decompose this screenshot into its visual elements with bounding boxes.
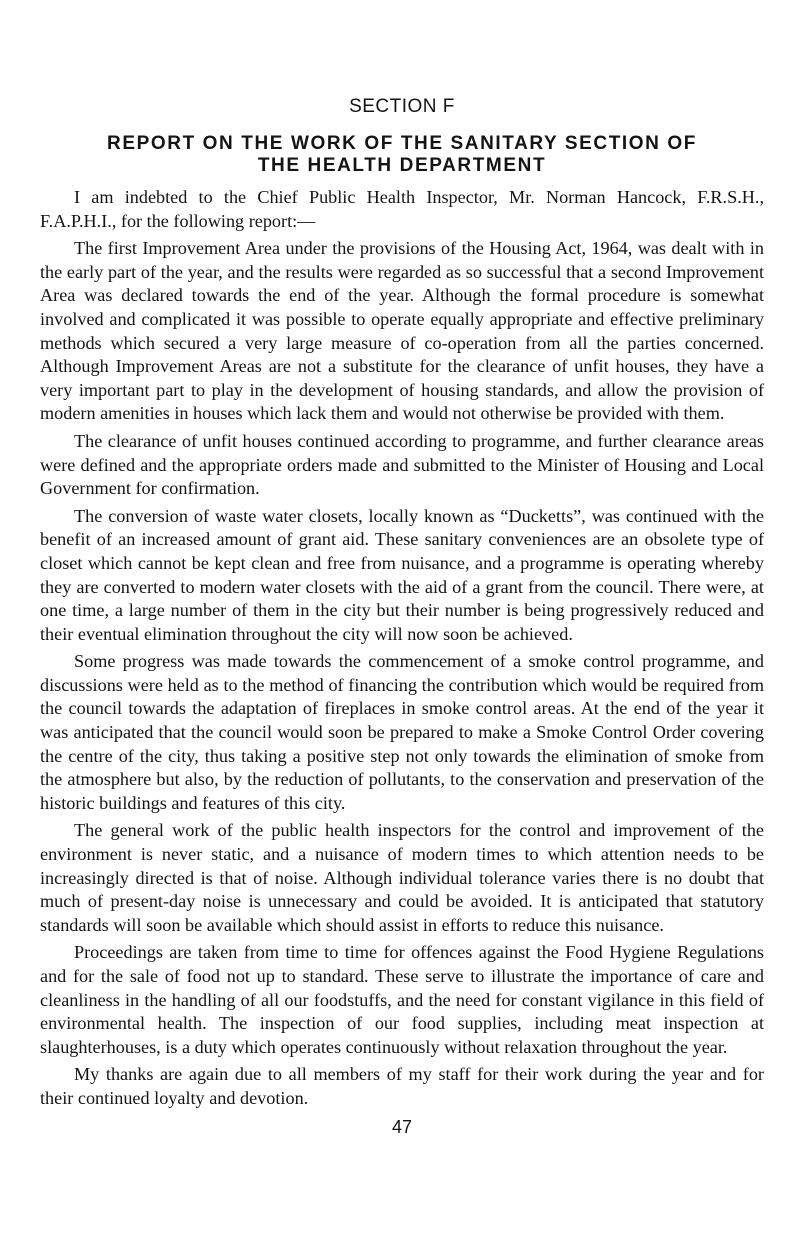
- section-label: SECTION F: [349, 96, 455, 117]
- paragraph-noise: The general work of the public health inspectors for the control and improvement of the environment is never static, and a nuisance of modern times to which attention needs to be increasingly directed is that of noise. Although individual tolerance varies there is no doubt that much of present-day noise is unnecessary and could be avoided. It is anticipated that statutory standards will soon be available which should assist in efforts to reduce this nuisance.: [40, 820, 764, 935]
- paragraph-intro: I am indebted to the Chief Public Health Inspector, Mr. Norman Hancock, F.R.S.H., F.A.P.H.I., for the following report:—: [40, 187, 764, 231]
- report-title-line-2: THE HEALTH DEPARTMENT: [257, 155, 547, 176]
- report-title: [40, 133, 764, 177]
- report-body: [40, 186, 764, 1115]
- report-title-line-1: REPORT ON THE WORK OF THE SANITARY SECTION OF: [107, 133, 697, 154]
- paragraph-water-closets: The conversion of waste water closets, locally known as “Ducketts”, was continued with the benefit of an increased amount of grant aid. These sanitary conveniences are an obsolete type of closet which cannot be kept clean and free from nuisance, and a programme is operating whereby they are converted to modern water closets with the aid of a grant from the council. There were, at one time, a large number of them in the city but their number is being progressively reduced and their eventual elimination throughout the city will now soon be achieved.: [40, 505, 764, 644]
- page-number: 47: [391, 1117, 413, 1137]
- paragraph-smoke-control: Some progress was made towards the commencement of a smoke control programme, and discussions were held as to the method of financing the contribution which would be required from the council towards the adaptation of fireplaces in smoke control areas. At the end of the year it was anticipated that the council would soon be prepared to make a Smoke Control Order covering the centre of the city, thus taking a positive step not only towards the elimination of smoke from the atmosphere but also, by the reduction of pollutants, to the conservation and preservation of the historic buildings and features of this city.: [40, 651, 764, 813]
- paragraph-food-hygiene: Proceedings are taken from time to time for offences against the Food Hygiene Regulations and for the sale of food not up to standard. These serve to illustrate the importance of care and cleanliness in the handling of all our foodstuffs, and the need for constant vigilance in this field of environmental health. The inspection of our food supplies, including meat inspection at slaughterhouses, is a duty which operates continuously without relaxation throughout the year.: [40, 942, 764, 1057]
- paragraph-improvement-areas: The first Improvement Area under the provisions of the Housing Act, 1964, was dealt with in the early part of the year, and the results were regarded as so successful that a second Improvement Area was declared towards the end of the year. Although the formal procedure is somewhat involved and complicated it was possible to operate equally appropriate and effective preliminary methods which secured a very large measure of co-operation from all the parties concerned. Although Improvement Areas are not a substitute for the clearance of unfit houses, they have a very important part to play in the development of housing standards, and allow the provision of modern amenities in houses which lack them and would not otherwise be provided with them.: [40, 238, 764, 424]
- paragraph-clearance: The clearance of unfit houses continued according to programme, and further clearance areas were defined and the appropriate orders made and submitted to the Minister of Housing and Local Government for confirmation.: [40, 430, 764, 499]
- paragraph-thanks: My thanks are again due to all members of my staff for their work during the year and for their continued loyalty and devotion.: [40, 1064, 764, 1108]
- document-page: [40, 0, 764, 1256]
